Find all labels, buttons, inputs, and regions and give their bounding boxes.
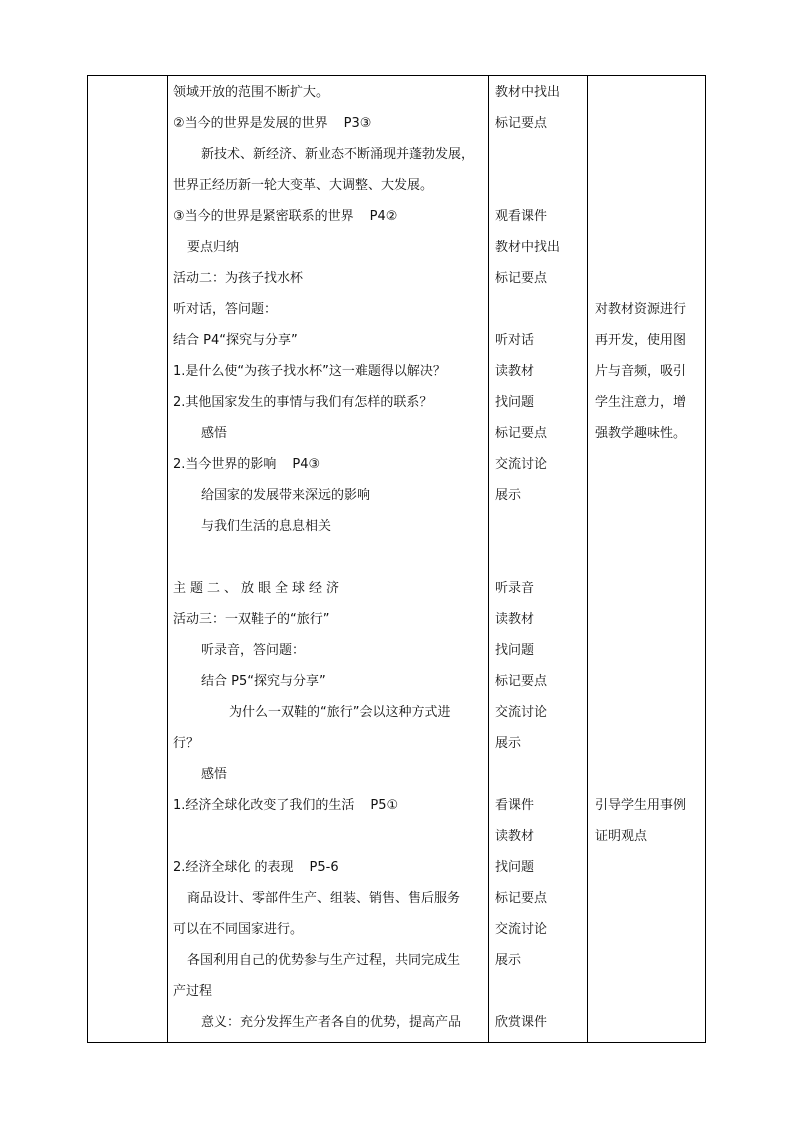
activity-line: 展示 (495, 488, 522, 503)
blank-line (495, 976, 585, 1007)
page-ref: P5① (370, 798, 399, 813)
blank-line (595, 635, 703, 666)
content-line (173, 790, 487, 821)
activity-line: 找问题 (495, 395, 535, 410)
content-line: 领域开放的范围不断扩大。 (173, 85, 330, 100)
blank-line (595, 697, 703, 728)
page-ref: P5-6 (309, 860, 339, 875)
intent-line: 证明观点 (595, 829, 648, 844)
activity-line: 找问题 (495, 643, 535, 658)
blank-line (595, 511, 703, 542)
content-line: 感悟 (201, 767, 228, 782)
content-line: 可以在不同国家进行。 (173, 922, 304, 937)
blank-line (173, 821, 487, 852)
activity-line: 交流讨论 (495, 705, 548, 720)
activity-line: 展示 (495, 953, 522, 968)
content-line (173, 108, 487, 139)
intent-line: 片与音频，吸引 (595, 364, 687, 379)
content-line (173, 852, 487, 883)
column-divider-2 (488, 75, 489, 1043)
activity-line: 读教材 (495, 612, 535, 627)
activity-line: 欣赏课件 (495, 1015, 548, 1030)
intent-line: 对教材资源进行 (595, 302, 687, 317)
blank-line (595, 573, 703, 604)
activity-line: 听录音 (495, 581, 535, 596)
blank-line (595, 232, 703, 263)
blank-line (595, 759, 703, 790)
page-ref: P4③ (292, 457, 321, 472)
activity-line: 看课件 (495, 798, 535, 813)
content-line: 与我们生活的息息相关 (201, 519, 332, 534)
blank-line (495, 511, 585, 542)
activity-line: 标记要点 (495, 674, 548, 689)
blank-line (173, 542, 487, 573)
intent-line: 引导学生用事例 (595, 798, 687, 813)
activity-line: 交流讨论 (495, 457, 548, 472)
blank-line (495, 542, 585, 573)
page-ref: P4② (369, 209, 398, 224)
question-line: 1.是什么使“为孩子找水杯”这一难题得以解决？ (173, 364, 446, 379)
intent-line: 强教学趣味性。 (595, 426, 687, 441)
activity-line: 读教材 (495, 364, 535, 379)
blank-line (595, 449, 703, 480)
content-line: 产过程 (173, 984, 213, 999)
blank-line (595, 542, 703, 573)
activity-line: 标记要点 (495, 426, 548, 441)
blank-line (595, 728, 703, 759)
column-divider-3 (587, 75, 588, 1043)
activity-line: 标记要点 (495, 116, 548, 131)
content-text: 2.经济全球化 的表现 (173, 860, 294, 875)
activity-line: 找问题 (495, 860, 535, 875)
content-text: 1.经济全球化改变了我们的生活 (173, 798, 355, 813)
blank-line (595, 139, 703, 170)
activity-heading: 活动三：一双鞋子的“旅行” (173, 612, 330, 627)
activity-line: 教材中找出 (495, 240, 561, 255)
question-line: 为什么一双鞋的“旅行”会以这种方式进 (229, 705, 451, 720)
content-line: 新技术、新经济、新业态不断涌现并蓬勃发展， (201, 147, 475, 162)
content-line (173, 449, 487, 480)
activity-line: 标记要点 (495, 271, 548, 286)
column-divider-1 (167, 75, 168, 1043)
blank-line (595, 263, 703, 294)
content-line: 结合 P5“探究与分享” (201, 674, 326, 689)
blank-line (595, 77, 703, 108)
content-text: ③当今的世界是紧密联系的世界 (173, 209, 354, 224)
design-intent-column (595, 77, 703, 852)
activity-line: 展示 (495, 736, 522, 751)
content-line: 各国利用自己的优势参与生产过程，共同完成生 (187, 953, 461, 968)
intent-line: 再开发，使用图 (595, 333, 687, 348)
blank-line (595, 201, 703, 232)
activity-line: 交流讨论 (495, 922, 548, 937)
question-line: 2.其他国家发生的事情与我们有怎样的联系？ (173, 395, 433, 410)
activity-line: 听对话 (495, 333, 535, 348)
content-line: 世界正经历新一轮大变革、大调整、大发展。 (173, 178, 434, 193)
blank-line (495, 139, 585, 170)
blank-line (595, 604, 703, 635)
content-line: 听对话，答问题： (173, 302, 278, 317)
content-line: 商品设计、零部件生产、组装、销售、售后服务 (187, 891, 461, 906)
blank-line (595, 108, 703, 139)
blank-line (495, 759, 585, 790)
activity-heading: 活动二：为孩子找水杯 (173, 271, 304, 286)
intent-line: 学生注意力，增 (595, 395, 687, 410)
activity-line: 教材中找出 (495, 85, 561, 100)
content-line: 给国家的发展带来深远的影响 (201, 488, 371, 503)
topic-heading: 主题二、放眼全球经济 (173, 581, 344, 596)
activity-line: 标记要点 (495, 891, 548, 906)
blank-line (495, 170, 585, 201)
teaching-content-column (173, 77, 487, 1038)
content-line: 听录音，答问题： (201, 643, 306, 658)
activity-line: 观看课件 (495, 209, 548, 224)
blank-line (595, 170, 703, 201)
activity-line: 读教材 (495, 829, 535, 844)
content-line: 结合 P4“探究与分享” (173, 333, 298, 348)
content-line: 感悟 (201, 426, 228, 441)
blank-line (495, 294, 585, 325)
student-activity-column (495, 77, 585, 1038)
content-line (173, 201, 487, 232)
content-text: ②当今的世界是发展的世界 (173, 116, 328, 131)
page-ref: P3③ (343, 116, 372, 131)
blank-line (595, 666, 703, 697)
content-line: 行？ (173, 736, 200, 751)
blank-line (595, 480, 703, 511)
content-line: 要点归纳 (187, 240, 240, 255)
content-text: 2.当今世界的影响 (173, 457, 277, 472)
content-line: 意义：充分发挥生产者各自的优势，提高产品 (201, 1015, 462, 1030)
